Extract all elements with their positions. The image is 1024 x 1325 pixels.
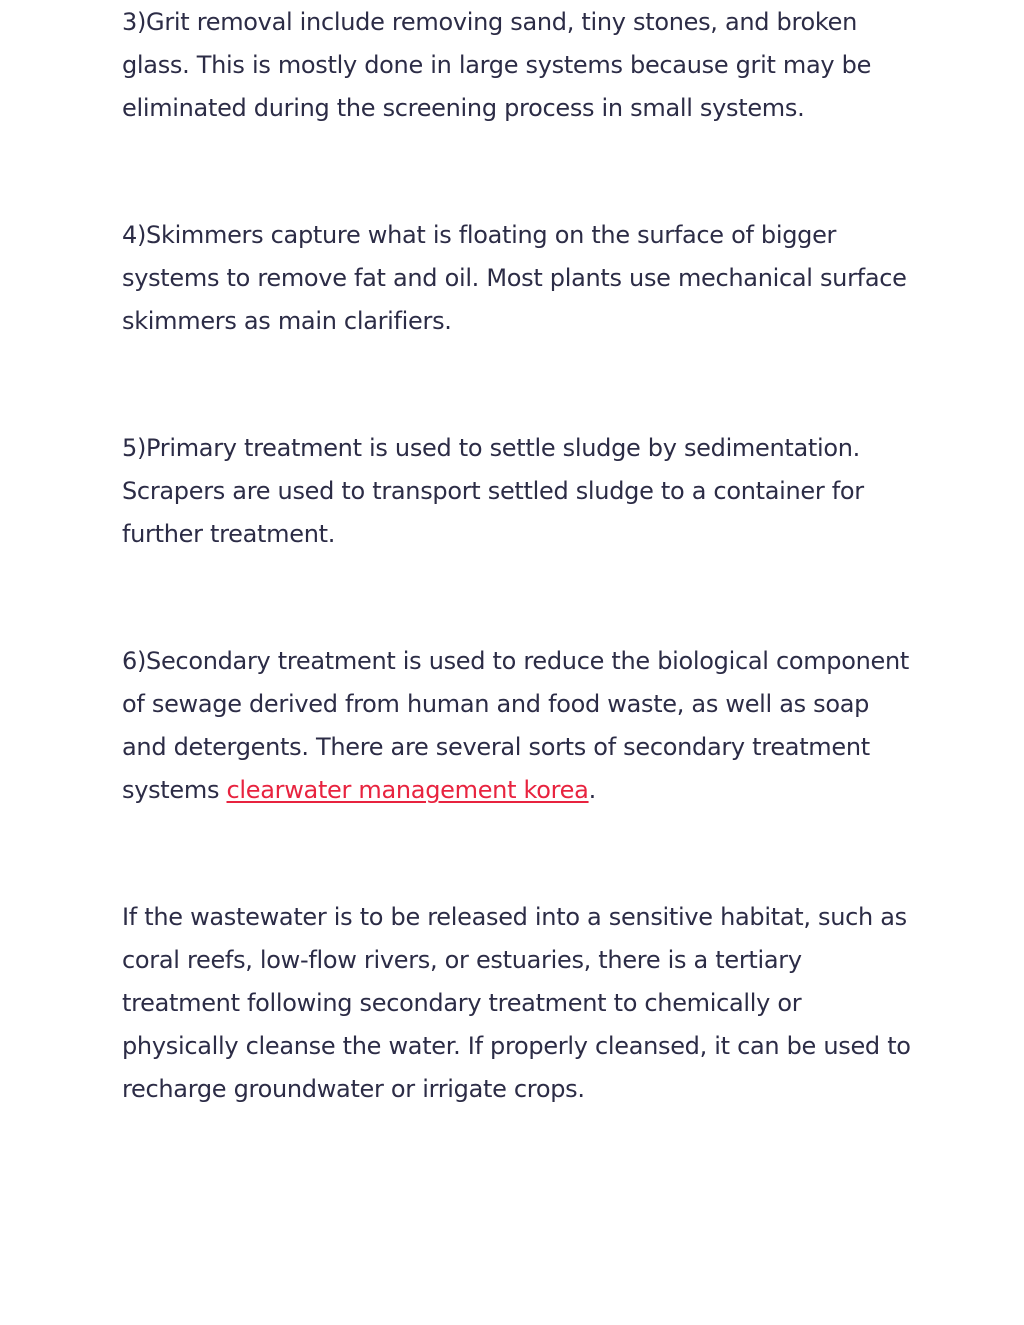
secondary-treatment-text: 6)Secondary treatment is used to reduce the biological component of sewage derived from human and food waste, as well as soap and detergents. There are several sorts of secondary treatment systems — [122, 647, 910, 804]
paragraph-primary-treatment: 5)Primary treatment is used to settle sludge by sedimentation. Scrapers are used to transport settled sludge to a container for further treatment. — [122, 434, 864, 548]
secondary-treatment-period: . — [588, 776, 596, 804]
paragraph-tertiary-treatment: If the wastewater is to be released into a sensitive habitat, such as coral reefs, low-flow rivers, or estuaries, there is a tertiary treatment following secondary treatment to chemically or physically cleanse the water. If properly cleansed, it can be used to recharge groundwater or irrigate crops. — [122, 903, 911, 1103]
clearwater-management-korea-link[interactable]: clearwater management korea — [226, 776, 589, 804]
article-body — [122, 0, 912, 1111]
paragraph-grit-removal: 3)Grit removal include removing sand, tiny stones, and broken glass. This is mostly done in large systems because grit may be eliminated during the screening process in small systems. — [122, 8, 872, 122]
paragraph-skimmers: 4)Skimmers capture what is floating on the surface of bigger systems to remove fat and oil. Most plants use mechanical surface skimmers as main clarifiers. — [122, 221, 907, 335]
paragraph-secondary-treatment — [122, 640, 912, 812]
